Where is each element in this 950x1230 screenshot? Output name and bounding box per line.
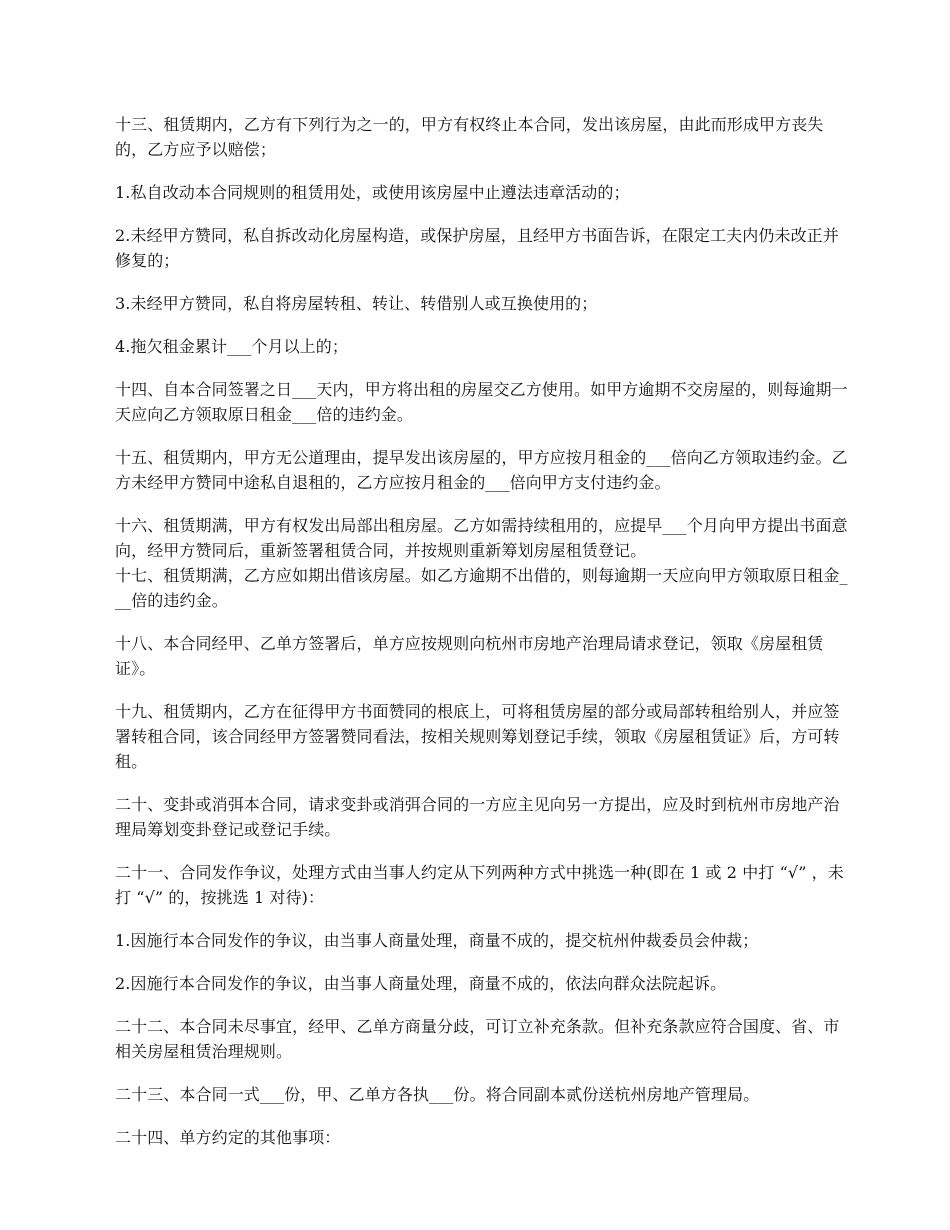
clause-13-item-2: 2.未经甲方赞同，私自拆改动化房屋构造，或保护房屋，且经甲方书面告诉，在限定工夫内仍未改正并修复的； <box>115 226 839 270</box>
clause-15: 十五、租赁期内，甲方无公道理由，提早发出该房屋的，甲方应按月租金的___倍向乙方领取违约金。乙方未经甲方赞同中途私自退租的，乙方应按月租金的___倍向甲方支付违约金。 <box>115 448 848 492</box>
clause-23: 二十三、本合同一式___份，甲、乙单方各执___份。将合同副本贰份送杭州房地产管理局。 <box>115 1085 760 1104</box>
clause-13: 十三、租赁期内，乙方有下列行为之一的，甲方有权终止本合同，发出该房屋，由此而形成甲方丧失的，乙方应予以赔偿； <box>115 115 824 159</box>
clause-17: 十七、租赁期满，乙方应如期出借该房屋。如乙方逾期不出借的，则每逾期一天应向甲方领取原日租金___倍的违约金。 <box>115 566 848 610</box>
clause-20: 二十、变卦或消弭本合同，请求变卦或消弭合同的一方应主见向另一方提出，应及时到杭州市房地产治理局筹划变卦登记或登记手续。 <box>115 795 840 839</box>
clause-16: 十六、租赁期满，甲方有权发出局部出租房屋。乙方如需持续租用的，应提早___个月向甲方提出书面意向，经甲方赞同后，重新签署租赁合同，并按规则重新筹划房屋租赁登记。 <box>115 516 848 560</box>
clause-21: 二十一、合同发作争议，处理方式由当事人约定从下列两种方式中挑选一种(即在 1 或 2 中打 “√” ，未打 “√” 的，按挑选 1 对待)： <box>115 863 844 907</box>
clause-13-item-4: 4.拖欠租金累计___个月以上的； <box>115 337 348 356</box>
clause-13-item-1: 1.私自改动本合同规则的租赁用处，或使用该房屋中止遵法违章活动的； <box>115 183 630 202</box>
clause-21-option-1: 1.因施行本合同发作的争议，由当事人商量处理，商量不成的，提交杭州仲裁委员会仲裁； <box>115 931 759 950</box>
clause-24: 二十四、单方约定的其他事项： <box>115 1128 341 1147</box>
clause-22: 二十二、本合同未尽事宜，经甲、乙单方商量分歧，可订立补充条款。但补充条款应符合国度、省、市相关房屋租赁治理规则。 <box>115 1017 840 1061</box>
clause-13-item-3: 3.未经甲方赞同，私自将房屋转租、转让、转借别人或互换使用的； <box>115 294 598 313</box>
clause-19: 十九、租赁期内，乙方在征得甲方书面赞同的根底上，可将租赁房屋的部分或局部转租给别人，并应签署转租合同，该合同经甲方签署赞同看法，按相关规则筹划登记手续，领取《房屋租赁证》后，方可转租。 <box>115 702 840 771</box>
clause-21-option-2: 2.因施行本合同发作的争议，由当事人商量处理，商量不成的，依法向群众法院起诉。 <box>115 974 727 993</box>
contract-document <box>115 112 850 1168</box>
clause-18: 十八、本合同经甲、乙单方签署后，单方应按规则向杭州市房地产治理局请求登记，领取《房屋租赁证》。 <box>115 634 824 678</box>
clause-14: 十四、自本合同签署之日___天内，甲方将出租的房屋交乙方使用。如甲方逾期不交房屋的，则每逾期一天应向乙方领取原日租金___倍的违约金。 <box>115 380 848 424</box>
